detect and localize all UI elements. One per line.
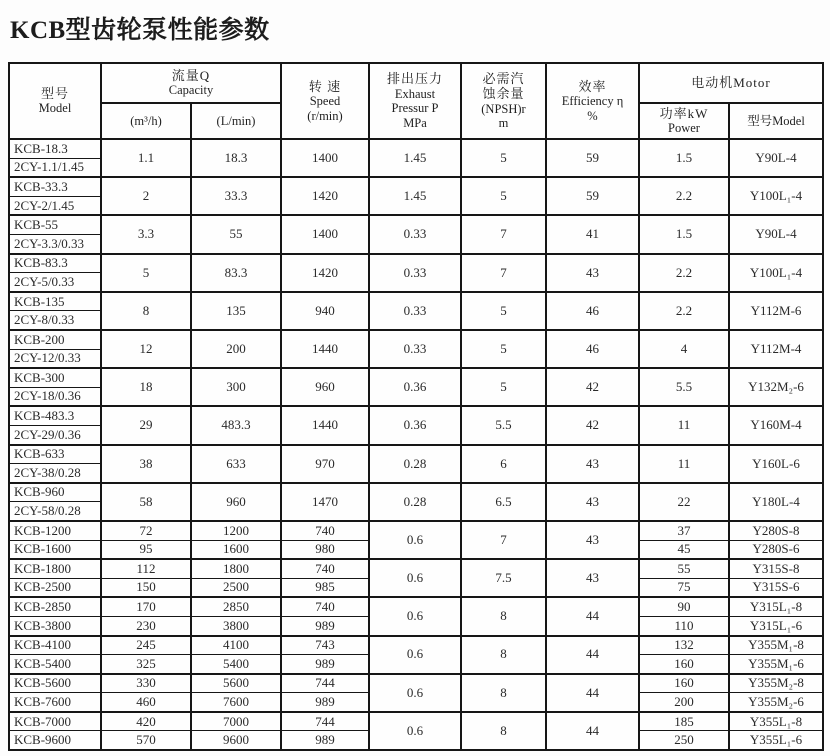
cell-capacity-lmin: 83.3 [191, 254, 281, 292]
cell-capacity-lmin: 1200 [191, 521, 281, 540]
header-npsh-en: (NPSH)r [481, 101, 526, 116]
cell-capacity-m3h: 2 [101, 177, 191, 215]
header-efficiency-zh: 效率 [578, 78, 607, 94]
header-capacity-en: Capacity [168, 83, 214, 98]
cell-motor-power: 1.5 [639, 139, 729, 177]
cell-pressure: 1.45 [369, 177, 461, 215]
cell-capacity-lmin: 960 [191, 483, 281, 521]
cell-speed: 1440 [281, 406, 369, 444]
cell-motor-model: Y160M-4 [729, 406, 823, 444]
cell-motor-model: Y315S-6 [729, 578, 823, 597]
table-row [9, 406, 823, 425]
cell-speed: 740 [281, 559, 369, 578]
cell-speed: 940 [281, 292, 369, 330]
cell-speed: 1470 [281, 483, 369, 521]
header-npsh-zh2: 蚀余量 [482, 86, 525, 102]
cell-efficiency: 41 [546, 215, 639, 253]
cell-pressure: 0.33 [369, 292, 461, 330]
header-efficiency-unit: % [587, 108, 598, 123]
cell-motor-model: Y112M-4 [729, 330, 823, 368]
cell-capacity-lmin: 135 [191, 292, 281, 330]
cell-motor-power: 250 [639, 731, 729, 750]
table-row [9, 215, 823, 234]
cell-efficiency: 44 [546, 712, 639, 750]
cell-model-kcb: KCB-83.3 [9, 254, 101, 273]
cell-capacity-lmin: 1800 [191, 559, 281, 578]
cell-pressure: 0.6 [369, 559, 461, 597]
cell-npsh: 5 [461, 292, 546, 330]
table-row [9, 368, 823, 387]
cell-pressure: 0.6 [369, 636, 461, 674]
cell-motor-model: Y132M₂-6 [729, 368, 823, 406]
cell-speed: 989 [281, 655, 369, 674]
cell-capacity-m3h: 460 [101, 693, 191, 712]
cell-capacity-m3h: 58 [101, 483, 191, 521]
cell-efficiency: 44 [546, 674, 639, 712]
cell-capacity-lmin: 7000 [191, 712, 281, 731]
cell-capacity-lmin: 300 [191, 368, 281, 406]
cell-capacity-m3h: 112 [101, 559, 191, 578]
cell-speed: 985 [281, 578, 369, 597]
cell-motor-model: Y90L-4 [729, 215, 823, 253]
table-row [9, 712, 823, 731]
header-speed-unit: (r/min) [307, 108, 343, 123]
cell-npsh: 6.5 [461, 483, 546, 521]
cell-efficiency: 59 [546, 177, 639, 215]
cell-capacity-m3h: 38 [101, 445, 191, 483]
cell-npsh: 8 [461, 712, 546, 750]
cell-capacity-m3h: 245 [101, 636, 191, 655]
table-row [9, 636, 823, 655]
cell-capacity-lmin: 633 [191, 445, 281, 483]
cell-efficiency: 43 [546, 559, 639, 597]
cell-npsh: 8 [461, 597, 546, 635]
cell-efficiency: 43 [546, 445, 639, 483]
cell-model-kcb: KCB-55 [9, 215, 101, 234]
header-model-en: Model [38, 101, 72, 116]
table-row [9, 483, 823, 502]
cell-capacity-lmin: 4100 [191, 636, 281, 655]
cell-model-2cy: 2CY-12/0.33 [9, 349, 101, 368]
cell-model-kcb: KCB-483.3 [9, 406, 101, 425]
cell-speed: 1420 [281, 254, 369, 292]
cell-npsh: 7 [461, 215, 546, 253]
cell-efficiency: 43 [546, 521, 639, 559]
cell-motor-power: 5.5 [639, 368, 729, 406]
cell-speed: 1400 [281, 139, 369, 177]
cell-model-2cy: 2CY-58/0.28 [9, 502, 101, 521]
header-speed-zh: 转 速 [308, 78, 342, 94]
cell-motor-power: 110 [639, 616, 729, 635]
header-motor-power-en: Power [668, 121, 700, 136]
cell-speed: 989 [281, 693, 369, 712]
cell-npsh: 5 [461, 330, 546, 368]
cell-capacity-m3h: 420 [101, 712, 191, 731]
cell-motor-power: 2.2 [639, 292, 729, 330]
cell-motor-model: Y112M-6 [729, 292, 823, 330]
cell-efficiency: 44 [546, 597, 639, 635]
cell-capacity-m3h: 12 [101, 330, 191, 368]
cell-motor-power: 90 [639, 597, 729, 616]
cell-npsh: 5 [461, 139, 546, 177]
cell-model-2cy: 2CY-38/0.28 [9, 464, 101, 483]
cell-speed: 740 [281, 597, 369, 616]
cell-speed: 744 [281, 712, 369, 731]
cell-pressure: 1.45 [369, 139, 461, 177]
table-row [9, 254, 823, 273]
header-pressure [369, 63, 461, 139]
cell-model-kcb: KCB-633 [9, 445, 101, 464]
table-row [9, 674, 823, 693]
cell-pressure: 0.36 [369, 406, 461, 444]
cell-pressure: 0.6 [369, 674, 461, 712]
pump-performance-table [8, 62, 824, 751]
cell-motor-power: 160 [639, 655, 729, 674]
cell-motor-model: Y355M₂-6 [729, 693, 823, 712]
cell-pressure: 0.33 [369, 330, 461, 368]
cell-capacity-m3h: 29 [101, 406, 191, 444]
cell-speed: 743 [281, 636, 369, 655]
header-speed-en: Speed [309, 93, 341, 108]
cell-speed: 989 [281, 616, 369, 635]
header-npsh-zh1: 必需汽 [482, 70, 525, 86]
cell-motor-model: Y355M₁-6 [729, 655, 823, 674]
cell-npsh: 7 [461, 521, 546, 559]
cell-model-kcb: KCB-200 [9, 330, 101, 349]
header-pressure-en1: Exhaust [394, 86, 436, 101]
cell-capacity-lmin: 55 [191, 215, 281, 253]
cell-speed: 740 [281, 521, 369, 540]
page-title: KCB型齿轮泵性能参数 [10, 17, 270, 44]
cell-efficiency: 43 [546, 254, 639, 292]
cell-capacity-m3h: 18 [101, 368, 191, 406]
table-row [9, 292, 823, 311]
cell-efficiency: 42 [546, 368, 639, 406]
cell-model-kcb: KCB-4100 [9, 636, 101, 655]
cell-motor-model: Y180L-4 [729, 483, 823, 521]
header-model-zh: 型号 [40, 86, 69, 101]
cell-npsh: 5 [461, 177, 546, 215]
cell-capacity-m3h: 330 [101, 674, 191, 693]
header-efficiency [546, 63, 639, 139]
cell-motor-model: Y315S-8 [729, 559, 823, 578]
cell-model-kcb: KCB-2850 [9, 597, 101, 616]
cell-model-2cy: 2CY-2/1.45 [9, 196, 101, 215]
cell-model-kcb: KCB-3800 [9, 616, 101, 635]
header-motor-group-label: 电动机Motor [691, 75, 771, 91]
cell-motor-power: 200 [639, 693, 729, 712]
header-pressure-zh: 排出压力 [386, 71, 443, 87]
cell-motor-power: 1.5 [639, 215, 729, 253]
cell-motor-model: Y160L-6 [729, 445, 823, 483]
cell-npsh: 5 [461, 368, 546, 406]
cell-motor-model: Y90L-4 [729, 139, 823, 177]
table-row [9, 597, 823, 616]
cell-motor-model: Y100L₁-4 [729, 254, 823, 292]
cell-model-2cy: 2CY-1.1/1.45 [9, 158, 101, 177]
cell-capacity-m3h: 150 [101, 578, 191, 597]
cell-motor-power: 185 [639, 712, 729, 731]
cell-efficiency: 42 [546, 406, 639, 444]
cell-capacity-m3h: 95 [101, 540, 191, 559]
cell-model-kcb: KCB-9600 [9, 731, 101, 750]
header-motor-group [639, 63, 823, 103]
cell-capacity-lmin: 200 [191, 330, 281, 368]
cell-capacity-lmin: 2500 [191, 578, 281, 597]
cell-model-kcb: KCB-7000 [9, 712, 101, 731]
header-unit-lmin: (L/min) [191, 103, 281, 139]
cell-motor-model: Y280S-6 [729, 540, 823, 559]
cell-speed: 970 [281, 445, 369, 483]
cell-motor-power: 37 [639, 521, 729, 540]
cell-npsh: 8 [461, 674, 546, 712]
cell-model-kcb: KCB-33.3 [9, 177, 101, 196]
cell-capacity-lmin: 33.3 [191, 177, 281, 215]
cell-capacity-lmin: 18.3 [191, 139, 281, 177]
cell-motor-power: 2.2 [639, 254, 729, 292]
cell-model-kcb: KCB-1800 [9, 559, 101, 578]
cell-model-2cy: 2CY-8/0.33 [9, 311, 101, 330]
cell-efficiency: 43 [546, 483, 639, 521]
cell-pressure: 0.6 [369, 521, 461, 559]
cell-model-2cy: 2CY-5/0.33 [9, 273, 101, 292]
header-motor-power-zh: 功率kW [659, 106, 709, 121]
cell-speed: 960 [281, 368, 369, 406]
cell-model-kcb: KCB-300 [9, 368, 101, 387]
cell-capacity-m3h: 3.3 [101, 215, 191, 253]
cell-capacity-lmin: 7600 [191, 693, 281, 712]
cell-model-kcb: KCB-960 [9, 483, 101, 502]
cell-speed: 1400 [281, 215, 369, 253]
cell-pressure: 0.33 [369, 215, 461, 253]
table-row [9, 559, 823, 578]
cell-capacity-lmin: 5600 [191, 674, 281, 693]
cell-motor-power: 55 [639, 559, 729, 578]
cell-capacity-m3h: 230 [101, 616, 191, 635]
cell-npsh: 5.5 [461, 406, 546, 444]
cell-motor-model: Y315L₁-6 [729, 616, 823, 635]
table-row [9, 521, 823, 540]
cell-motor-model: Y355L₁-6 [729, 731, 823, 750]
cell-capacity-m3h: 72 [101, 521, 191, 540]
table-row [9, 330, 823, 349]
table-row [9, 445, 823, 464]
header-npsh-unit: m [498, 116, 509, 131]
cell-motor-power: 22 [639, 483, 729, 521]
cell-pressure: 0.28 [369, 483, 461, 521]
cell-npsh: 6 [461, 445, 546, 483]
cell-model-kcb: KCB-5400 [9, 655, 101, 674]
cell-speed: 744 [281, 674, 369, 693]
cell-motor-power: 75 [639, 578, 729, 597]
header-motor-power [639, 103, 729, 139]
cell-model-2cy: 2CY-18/0.36 [9, 387, 101, 406]
cell-model-kcb: KCB-1600 [9, 540, 101, 559]
cell-efficiency: 46 [546, 292, 639, 330]
cell-capacity-m3h: 1.1 [101, 139, 191, 177]
cell-capacity-lmin: 1600 [191, 540, 281, 559]
cell-pressure: 0.28 [369, 445, 461, 483]
cell-model-kcb: KCB-135 [9, 292, 101, 311]
cell-pressure: 0.6 [369, 597, 461, 635]
header-model [9, 63, 101, 139]
cell-efficiency: 46 [546, 330, 639, 368]
cell-model-kcb: KCB-7600 [9, 693, 101, 712]
cell-capacity-lmin: 5400 [191, 655, 281, 674]
header-pressure-en2: Pressur P [391, 101, 439, 116]
cell-capacity-lmin: 9600 [191, 731, 281, 750]
cell-efficiency: 59 [546, 139, 639, 177]
cell-speed: 1440 [281, 330, 369, 368]
header-npsh [461, 63, 546, 139]
cell-capacity-lmin: 2850 [191, 597, 281, 616]
cell-npsh: 8 [461, 636, 546, 674]
cell-motor-model: Y315L₁-8 [729, 597, 823, 616]
header-unit-m3h: (m³/h) [101, 103, 191, 139]
cell-motor-power: 45 [639, 540, 729, 559]
cell-model-kcb: KCB-18.3 [9, 139, 101, 158]
cell-capacity-m3h: 8 [101, 292, 191, 330]
cell-motor-power: 11 [639, 406, 729, 444]
cell-capacity-m3h: 5 [101, 254, 191, 292]
header-capacity-zh: 流量Q [171, 67, 211, 83]
cell-model-kcb: KCB-1200 [9, 521, 101, 540]
header-efficiency-en: Efficiency η [561, 93, 624, 108]
table-header [9, 63, 823, 139]
cell-capacity-lmin: 3800 [191, 616, 281, 635]
header-row-1 [9, 63, 823, 103]
cell-model-2cy: 2CY-3.3/0.33 [9, 235, 101, 254]
cell-capacity-m3h: 170 [101, 597, 191, 616]
table-row [9, 139, 823, 158]
cell-pressure: 0.6 [369, 712, 461, 750]
cell-motor-model: Y355M₂-8 [729, 674, 823, 693]
cell-capacity-m3h: 570 [101, 731, 191, 750]
header-pressure-unit: MPa [403, 116, 427, 131]
cell-motor-power: 4 [639, 330, 729, 368]
cell-efficiency: 44 [546, 636, 639, 674]
pump-table-body [9, 139, 823, 750]
cell-capacity-lmin: 483.3 [191, 406, 281, 444]
cell-motor-model: Y100L₁-4 [729, 177, 823, 215]
cell-motor-model: Y355M₁-8 [729, 636, 823, 655]
cell-npsh: 7.5 [461, 559, 546, 597]
cell-motor-model: Y355L₁-8 [729, 712, 823, 731]
header-motor-model: 型号Model [729, 103, 823, 139]
cell-npsh: 7 [461, 254, 546, 292]
header-speed [281, 63, 369, 139]
cell-motor-power: 11 [639, 445, 729, 483]
cell-model-2cy: 2CY-29/0.36 [9, 425, 101, 444]
header-capacity-group [101, 63, 281, 103]
cell-capacity-m3h: 325 [101, 655, 191, 674]
cell-pressure: 0.36 [369, 368, 461, 406]
cell-pressure: 0.33 [369, 254, 461, 292]
cell-motor-power: 132 [639, 636, 729, 655]
table-row [9, 177, 823, 196]
cell-speed: 1420 [281, 177, 369, 215]
cell-model-kcb: KCB-2500 [9, 578, 101, 597]
cell-speed: 980 [281, 540, 369, 559]
cell-motor-power: 160 [639, 674, 729, 693]
cell-speed: 989 [281, 731, 369, 750]
cell-motor-power: 2.2 [639, 177, 729, 215]
cell-model-kcb: KCB-5600 [9, 674, 101, 693]
cell-motor-model: Y280S-8 [729, 521, 823, 540]
